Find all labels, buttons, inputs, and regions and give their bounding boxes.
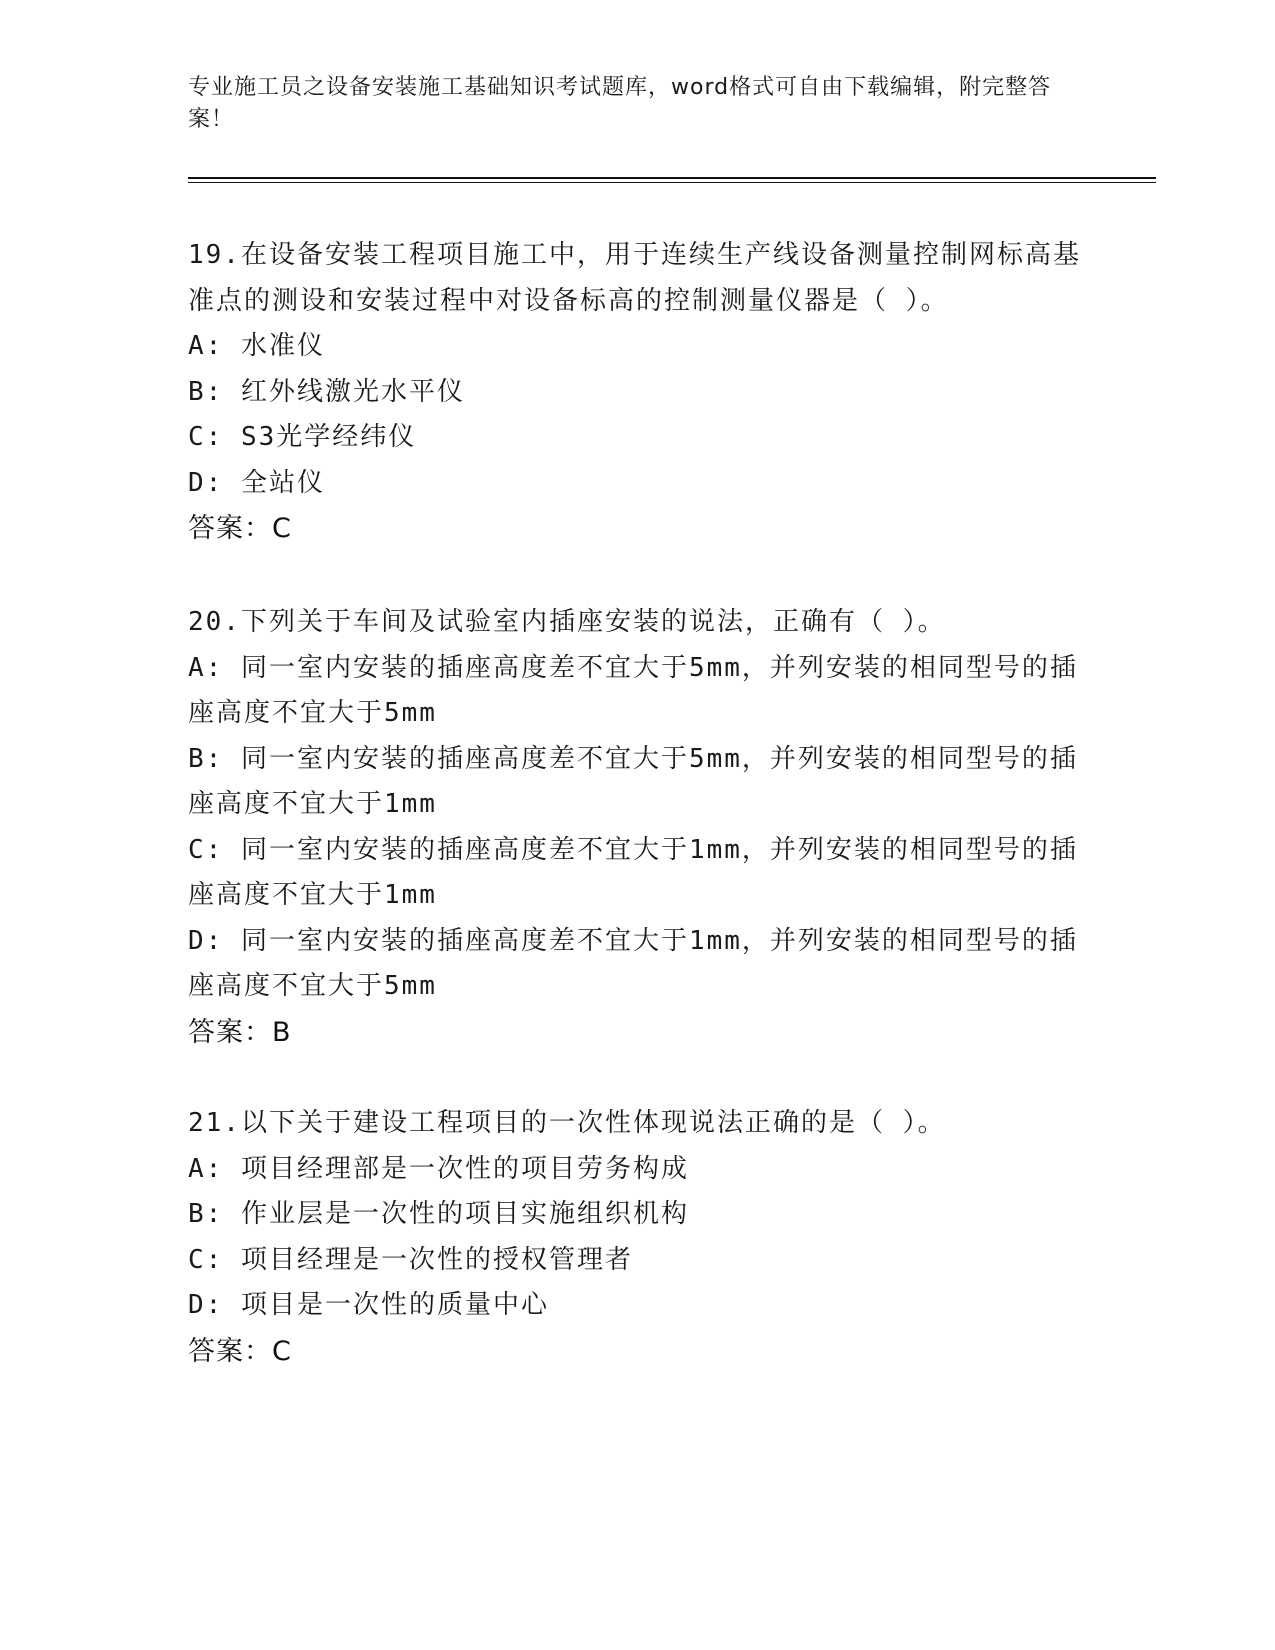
option-c: C: 项目经理是一次性的授权管理者 [188,1244,633,1275]
header-divider-thin [188,182,1156,183]
question-21 [188,1101,1088,1374]
option-d: D: 项目是一次性的质量中心 [188,1290,549,1320]
answer-line: 答案：B [188,1016,292,1048]
option-a: A: 水准仪 [188,331,325,361]
option-a: A: 同一室内安装的插座高度差不宜大于5mm，并列安装的相同型号的插座高度不宜大于5mm [188,652,1078,728]
question-stem: 21.以下关于建设工程项目的一次性体现说法正确的是（ ）。 [188,1108,946,1138]
option-c: C: S3光学经纬仪 [188,422,417,452]
option-b: B: 红外线激光水平仪 [188,376,465,407]
option-b: B: 作业层是一次性的项目实施组织机构 [188,1199,689,1229]
question-stem: 20.下列关于车间及试验室内插座安装的说法，正确有（ ）。 [188,607,946,637]
question-20 [188,600,1088,1055]
question-stem: 19.在设备安装工程项目施工中，用于连续生产线设备测量控制网标高基准点的测设和安装过程中对设备标高的控制测量仪器是（ ）。 [188,240,1081,316]
answer-line: 答案：C [188,513,292,544]
option-b: B: 同一室内安装的插座高度差不宜大于5mm，并列安装的相同型号的插座高度不宜大于1mm [188,743,1078,819]
document-header: 专业施工员之设备安装施工基础知识考试题库，word格式可自由下载编辑，附完整答案！ [188,75,1052,132]
header-divider-thick [188,177,1156,179]
question-19 [188,233,1088,552]
option-a: A: 项目经理部是一次性的项目劳务构成 [188,1153,689,1184]
option-c: C: 同一室内安装的插座高度差不宜大于1mm，并列安装的相同型号的插座高度不宜大于1mm [188,834,1078,910]
option-d: D: 同一室内安装的插座高度差不宜大于1mm，并列安装的相同型号的插座高度不宜大于5mm [188,925,1078,1001]
option-d: D: 全站仪 [188,467,325,498]
answer-line: 答案：C [188,1335,292,1367]
